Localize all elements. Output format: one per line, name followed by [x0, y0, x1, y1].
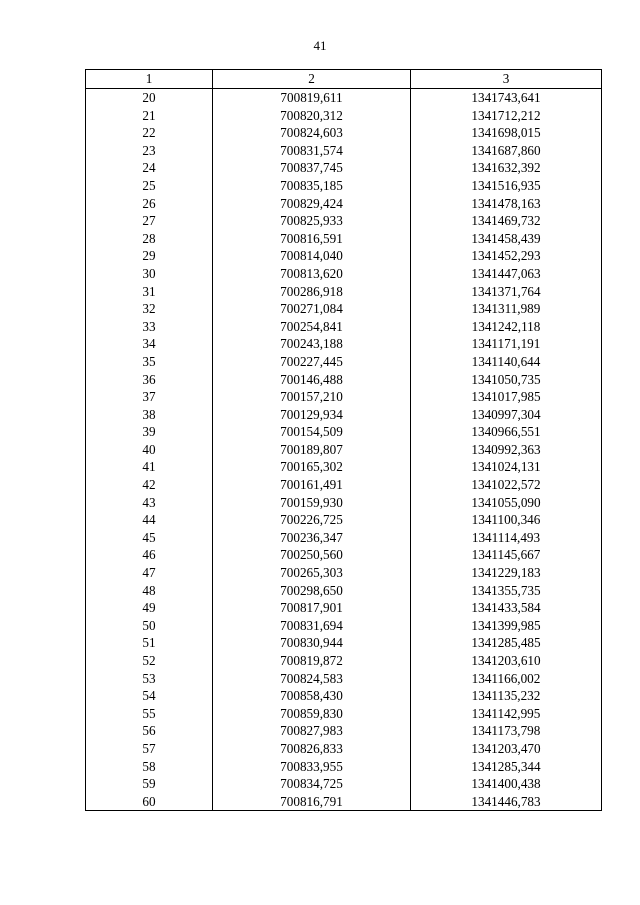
coordinate-x-cell: 700827,983: [213, 722, 411, 740]
coordinate-y-cell: 1341311,989: [411, 300, 602, 318]
coordinate-y-cell: 1340966,551: [411, 423, 602, 441]
coordinate-x-cell: 700820,312: [213, 107, 411, 125]
coordinate-y-cell: 1341050,735: [411, 371, 602, 389]
coordinate-y-cell: 1341135,232: [411, 687, 602, 705]
point-number-cell: 39: [86, 423, 213, 441]
point-number-cell: 36: [86, 371, 213, 389]
table-row: [86, 107, 602, 125]
coordinate-y-cell: 1341687,860: [411, 142, 602, 160]
point-number-cell: 41: [86, 458, 213, 476]
table-row: [86, 423, 602, 441]
coordinate-y-cell: 1341145,667: [411, 546, 602, 564]
header-cell-col2: 2: [213, 70, 411, 89]
table-row: [86, 511, 602, 529]
table-row: [86, 458, 602, 476]
point-number-cell: 51: [86, 634, 213, 652]
table-row: [86, 388, 602, 406]
point-number-cell: 29: [86, 247, 213, 265]
coordinate-x-cell: 700226,725: [213, 511, 411, 529]
point-number-cell: 45: [86, 529, 213, 547]
coordinate-y-cell: 1341446,783: [411, 793, 602, 811]
point-number-cell: 23: [86, 142, 213, 160]
coordinate-y-cell: 1341024,131: [411, 458, 602, 476]
coordinate-y-cell: 1341017,985: [411, 388, 602, 406]
coordinate-y-cell: 1341173,798: [411, 722, 602, 740]
coordinate-x-cell: 700254,841: [213, 318, 411, 336]
table-row: [86, 300, 602, 318]
coordinate-x-cell: 700265,303: [213, 564, 411, 582]
point-number-cell: 43: [86, 494, 213, 512]
header-row: [86, 70, 602, 89]
table-row: [86, 124, 602, 142]
coordinate-x-cell: 700813,620: [213, 265, 411, 283]
table-row: [86, 177, 602, 195]
point-number-cell: 48: [86, 582, 213, 600]
table-row: [86, 582, 602, 600]
coordinate-y-cell: 1341458,439: [411, 230, 602, 248]
table-row: [86, 406, 602, 424]
coordinate-x-cell: 700250,560: [213, 546, 411, 564]
coordinate-y-cell: 1341142,995: [411, 705, 602, 723]
coordinate-y-cell: 1341229,183: [411, 564, 602, 582]
coordinate-x-cell: 700159,930: [213, 494, 411, 512]
coordinate-x-cell: 700271,084: [213, 300, 411, 318]
point-number-cell: 60: [86, 793, 213, 811]
table-row: [86, 371, 602, 389]
table-row: [86, 318, 602, 336]
table-row: [86, 230, 602, 248]
coordinate-x-cell: 700859,830: [213, 705, 411, 723]
table-row: [86, 634, 602, 652]
coordinate-x-cell: 700161,491: [213, 476, 411, 494]
coordinate-y-cell: 1341171,191: [411, 335, 602, 353]
point-number-cell: 25: [86, 177, 213, 195]
coordinate-x-cell: 700286,918: [213, 283, 411, 301]
coordinate-x-cell: 700154,509: [213, 423, 411, 441]
table-row: [86, 599, 602, 617]
coordinate-y-cell: 1341022,572: [411, 476, 602, 494]
table-row: [86, 740, 602, 758]
table-row: [86, 687, 602, 705]
table-row: [86, 247, 602, 265]
coordinate-y-cell: 1341285,344: [411, 758, 602, 776]
page-number: 41: [313, 38, 327, 53]
point-number-cell: 38: [86, 406, 213, 424]
coordinate-y-cell: 1341242,118: [411, 318, 602, 336]
table-row: [86, 494, 602, 512]
point-number-cell: 32: [86, 300, 213, 318]
table-row: [86, 546, 602, 564]
coordinate-y-cell: 1341712,212: [411, 107, 602, 125]
table-row: [86, 195, 602, 213]
point-number-cell: 21: [86, 107, 213, 125]
coordinate-x-cell: 700831,574: [213, 142, 411, 160]
coordinate-x-cell: 700165,302: [213, 458, 411, 476]
header-cell-col1: 1: [86, 70, 213, 89]
table-row: [86, 758, 602, 776]
coordinate-y-cell: 1341698,015: [411, 124, 602, 142]
point-number-cell: 52: [86, 652, 213, 670]
coordinate-x-cell: 700298,650: [213, 582, 411, 600]
coordinate-x-cell: 700825,933: [213, 212, 411, 230]
table-row: [86, 265, 602, 283]
coordinate-y-cell: 1341285,485: [411, 634, 602, 652]
coordinate-x-cell: 700830,944: [213, 634, 411, 652]
coordinate-x-cell: 700835,185: [213, 177, 411, 195]
coordinate-x-cell: 700227,445: [213, 353, 411, 371]
coordinate-x-cell: 700819,872: [213, 652, 411, 670]
point-number-cell: 40: [86, 441, 213, 459]
coordinate-x-cell: 700831,694: [213, 617, 411, 635]
coordinate-x-cell: 700858,430: [213, 687, 411, 705]
table-row: [86, 142, 602, 160]
coordinate-x-cell: 700157,210: [213, 388, 411, 406]
table-row: [86, 283, 602, 301]
point-number-cell: 58: [86, 758, 213, 776]
coordinate-y-cell: 1340997,304: [411, 406, 602, 424]
coordinate-x-cell: 700819,611: [213, 89, 411, 107]
table-row: [86, 159, 602, 177]
table-row: [86, 617, 602, 635]
point-number-cell: 56: [86, 722, 213, 740]
point-number-cell: 34: [86, 335, 213, 353]
point-number-cell: 33: [86, 318, 213, 336]
point-number-cell: 53: [86, 670, 213, 688]
coordinate-y-cell: 1341447,063: [411, 265, 602, 283]
coordinate-y-cell: 1341632,392: [411, 159, 602, 177]
table-row: [86, 89, 602, 107]
table-row: [86, 722, 602, 740]
table-row: [86, 705, 602, 723]
point-number-cell: 50: [86, 617, 213, 635]
table-row: [86, 212, 602, 230]
coordinate-y-cell: 1341114,493: [411, 529, 602, 547]
table-row: [86, 476, 602, 494]
coordinate-y-cell: 1341203,610: [411, 652, 602, 670]
point-number-cell: 47: [86, 564, 213, 582]
point-number-cell: 28: [86, 230, 213, 248]
point-number-cell: 30: [86, 265, 213, 283]
coordinate-x-cell: 700817,901: [213, 599, 411, 617]
coordinate-x-cell: 700829,424: [213, 195, 411, 213]
table-row: [86, 441, 602, 459]
coordinate-y-cell: 1341166,002: [411, 670, 602, 688]
coordinate-y-cell: 1341469,732: [411, 212, 602, 230]
point-number-cell: 46: [86, 546, 213, 564]
table-row: [86, 670, 602, 688]
point-number-cell: 37: [86, 388, 213, 406]
coordinate-x-cell: 700826,833: [213, 740, 411, 758]
coordinate-x-cell: 700824,583: [213, 670, 411, 688]
table-row: [86, 652, 602, 670]
table-row: [86, 564, 602, 582]
table-row: [86, 353, 602, 371]
coordinate-x-cell: 700189,807: [213, 441, 411, 459]
point-number-cell: 24: [86, 159, 213, 177]
coordinates-table: [85, 69, 602, 811]
coordinate-x-cell: 700236,347: [213, 529, 411, 547]
point-number-cell: 57: [86, 740, 213, 758]
point-number-cell: 49: [86, 599, 213, 617]
coordinate-y-cell: 1341399,985: [411, 617, 602, 635]
point-number-cell: 59: [86, 775, 213, 793]
table-row: [86, 775, 602, 793]
point-number-cell: 26: [86, 195, 213, 213]
point-number-cell: 20: [86, 89, 213, 107]
table-row: [86, 529, 602, 547]
header-cell-col3: 3: [411, 70, 602, 89]
coordinate-y-cell: 1341433,584: [411, 599, 602, 617]
point-number-cell: 31: [86, 283, 213, 301]
coordinate-x-cell: 700834,725: [213, 775, 411, 793]
coordinate-x-cell: 700816,791: [213, 793, 411, 811]
point-number-cell: 55: [86, 705, 213, 723]
table-row: [86, 335, 602, 353]
coordinate-y-cell: 1341203,470: [411, 740, 602, 758]
coordinate-y-cell: 1341478,163: [411, 195, 602, 213]
point-number-cell: 44: [86, 511, 213, 529]
coordinate-x-cell: 700833,955: [213, 758, 411, 776]
point-number-cell: 54: [86, 687, 213, 705]
point-number-cell: 22: [86, 124, 213, 142]
table-row: [86, 793, 602, 811]
table-header: [86, 70, 602, 89]
point-number-cell: 27: [86, 212, 213, 230]
table-body: [86, 89, 602, 811]
coordinate-y-cell: 1341140,644: [411, 353, 602, 371]
coordinate-x-cell: 700814,040: [213, 247, 411, 265]
coordinate-y-cell: 1341400,438: [411, 775, 602, 793]
coordinate-y-cell: 1341055,090: [411, 494, 602, 512]
coordinate-x-cell: 700146,488: [213, 371, 411, 389]
coordinate-y-cell: 1340992,363: [411, 441, 602, 459]
coordinate-y-cell: 1341516,935: [411, 177, 602, 195]
coordinate-y-cell: 1341371,764: [411, 283, 602, 301]
point-number-cell: 35: [86, 353, 213, 371]
coordinate-y-cell: 1341100,346: [411, 511, 602, 529]
coordinate-x-cell: 700824,603: [213, 124, 411, 142]
coordinate-y-cell: 1341355,735: [411, 582, 602, 600]
coordinate-y-cell: 1341743,641: [411, 89, 602, 107]
point-number-cell: 42: [86, 476, 213, 494]
coordinate-x-cell: 700816,591: [213, 230, 411, 248]
coordinate-y-cell: 1341452,293: [411, 247, 602, 265]
coordinate-x-cell: 700129,934: [213, 406, 411, 424]
coordinate-x-cell: 700243,188: [213, 335, 411, 353]
coordinate-x-cell: 700837,745: [213, 159, 411, 177]
